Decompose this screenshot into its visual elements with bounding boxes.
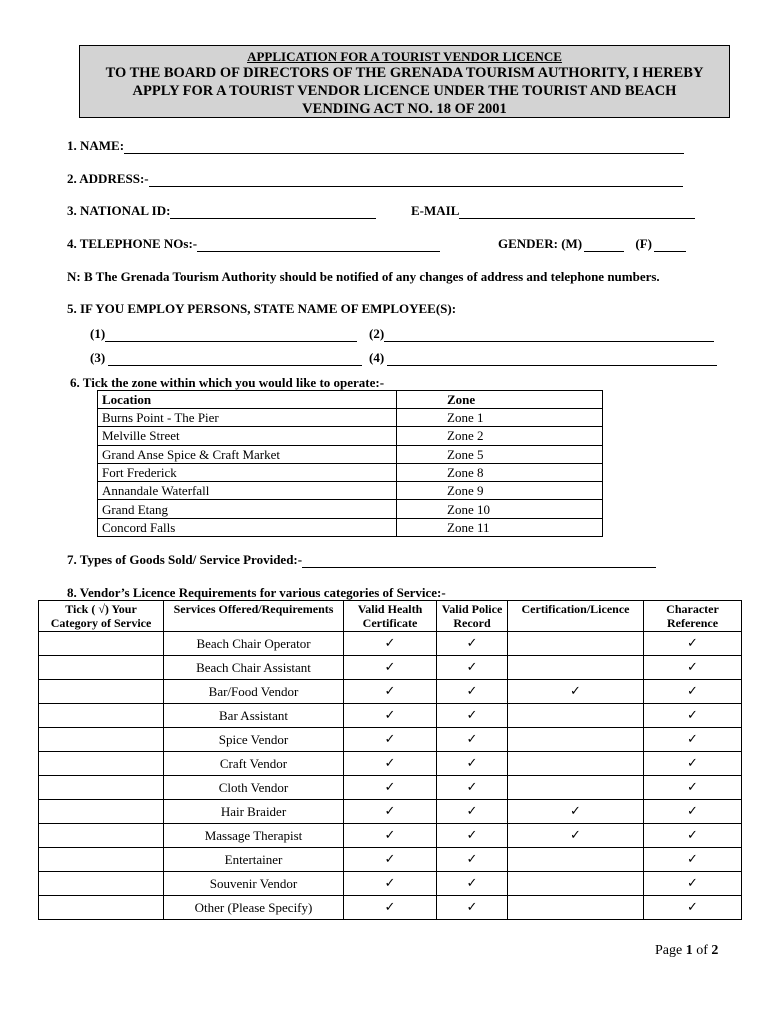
- zone-row[interactable]: [98, 500, 603, 518]
- req-health-cell: ✓: [344, 728, 437, 752]
- req-health-cell: ✓: [344, 776, 437, 800]
- gender-female-label: (F): [635, 236, 652, 251]
- employee-3-label: (3): [90, 350, 106, 365]
- zone-number: Zone 1: [397, 409, 603, 427]
- telephone-label: 4. TELEPHONE NOs:-: [67, 236, 198, 251]
- req-health-cell: ✓: [344, 680, 437, 704]
- employee-1-field[interactable]: [105, 329, 357, 342]
- notification-note: N: B The Grenada Tourism Authority should be notified of any changes of address and telephone numbers.: [67, 269, 660, 284]
- req-police-cell: ✓: [437, 800, 508, 824]
- requirements-row: [39, 656, 742, 680]
- req-police-cell: ✓: [437, 896, 508, 920]
- header-line-2: APPLY FOR A TOURIST VENDOR LICENCE UNDER THE TOURIST AND BEACH: [132, 83, 677, 99]
- req-reference-cell: ✓: [644, 800, 742, 824]
- req-reference-cell: ✓: [644, 704, 742, 728]
- req-health-cell: ✓: [344, 800, 437, 824]
- zone-row[interactable]: [98, 445, 603, 463]
- req-cert-cell: ✓: [508, 800, 644, 824]
- service-name: Other (Please Specify): [164, 896, 344, 920]
- gender-label: GENDER: (M): [498, 236, 583, 251]
- req-police-cell: ✓: [437, 848, 508, 872]
- goods-label: 7. Types of Goods Sold/ Service Provided:-: [67, 552, 303, 567]
- requirements-row: [39, 728, 742, 752]
- req-col-health: Valid Health Certificate: [344, 601, 437, 632]
- category-tick-cell[interactable]: [39, 728, 164, 752]
- header-line-3: VENDING ACT NO. 18 OF 2001: [302, 101, 507, 117]
- req-cert-cell: [508, 896, 644, 920]
- req-reference-cell: ✓: [644, 752, 742, 776]
- requirements-row: [39, 776, 742, 800]
- zone-number: Zone 9: [397, 482, 603, 500]
- zone-location: Melville Street: [98, 427, 397, 445]
- employee-2-field[interactable]: [384, 329, 714, 342]
- category-tick-cell[interactable]: [39, 704, 164, 728]
- req-reference-cell: ✓: [644, 728, 742, 752]
- req-col-police: Valid Police Record: [437, 601, 508, 632]
- employee-2-row: [369, 326, 714, 342]
- name-row: [67, 138, 684, 154]
- zone-location: Grand Etang: [98, 500, 397, 518]
- requirements-row: [39, 824, 742, 848]
- requirements-row: [39, 848, 742, 872]
- employee-4-row: [369, 350, 717, 366]
- zone-row[interactable]: [98, 482, 603, 500]
- zone-row[interactable]: [98, 427, 603, 445]
- national-id-row: [67, 203, 376, 219]
- service-name: Entertainer: [164, 848, 344, 872]
- gender-male-field[interactable]: [584, 239, 624, 252]
- service-name: Cloth Vendor: [164, 776, 344, 800]
- req-health-cell: ✓: [344, 704, 437, 728]
- category-tick-cell[interactable]: [39, 632, 164, 656]
- requirements-table: [38, 600, 742, 920]
- req-cert-cell: [508, 752, 644, 776]
- req-cert-cell: [508, 848, 644, 872]
- telephone-field[interactable]: [197, 239, 440, 252]
- employee-3-row: [90, 350, 362, 366]
- service-name: Spice Vendor: [164, 728, 344, 752]
- requirements-row: [39, 752, 742, 776]
- zone-location: Grand Anse Spice & Craft Market: [98, 445, 397, 463]
- req-health-cell: ✓: [344, 752, 437, 776]
- category-tick-cell[interactable]: [39, 848, 164, 872]
- req-cert-cell: [508, 728, 644, 752]
- service-name: Hair Braider: [164, 800, 344, 824]
- zone-row[interactable]: [98, 518, 603, 536]
- req-reference-cell: ✓: [644, 656, 742, 680]
- service-name: Souvenir Vendor: [164, 872, 344, 896]
- requirements-label: 8. Vendor’s Licence Requirements for various categories of Service:-: [67, 585, 446, 600]
- employee-1-row: [90, 326, 357, 342]
- requirements-row: [39, 800, 742, 824]
- page-number: [655, 943, 718, 959]
- req-reference-cell: ✓: [644, 896, 742, 920]
- zone-number: Zone 2: [397, 427, 603, 445]
- zone-location: Burns Point - The Pier: [98, 409, 397, 427]
- req-reference-cell: ✓: [644, 872, 742, 896]
- req-police-cell: ✓: [437, 632, 508, 656]
- zone-table-header: [98, 391, 603, 409]
- employee-4-field[interactable]: [387, 353, 717, 366]
- service-name: Bar Assistant: [164, 704, 344, 728]
- requirements-row: [39, 632, 742, 656]
- employee-2-label: (2): [369, 326, 385, 341]
- zone-col-location: Location: [98, 391, 397, 409]
- req-cert-cell: [508, 632, 644, 656]
- service-name: Bar/Food Vendor: [164, 680, 344, 704]
- req-health-cell: ✓: [344, 896, 437, 920]
- requirements-row: [39, 896, 742, 920]
- zone-row[interactable]: [98, 463, 603, 481]
- header-box: [79, 45, 730, 118]
- requirements-header: [39, 601, 742, 632]
- form-title: APPLICATION FOR A TOURIST VENDOR LICENCE: [247, 49, 562, 64]
- category-tick-cell[interactable]: [39, 872, 164, 896]
- national-id-field[interactable]: [170, 206, 376, 219]
- req-police-cell: ✓: [437, 704, 508, 728]
- employee-3-field[interactable]: [108, 353, 362, 366]
- header-line-1: TO THE BOARD OF DIRECTORS OF THE GRENADA TOURISM AUTHORITY, I HEREBY: [105, 65, 704, 81]
- req-cert-cell: [508, 656, 644, 680]
- page-word: Page: [655, 943, 683, 958]
- zone-row[interactable]: [98, 409, 603, 427]
- gender-row: [498, 236, 686, 252]
- req-col-cert: Certification/Licence: [508, 601, 644, 632]
- category-tick-cell[interactable]: [39, 824, 164, 848]
- req-police-cell: ✓: [437, 824, 508, 848]
- req-col-service: Services Offered/Requirements: [164, 601, 344, 632]
- zones-label: 6. Tick the zone within which you would like to operate:-: [70, 375, 385, 390]
- category-tick-cell[interactable]: [39, 752, 164, 776]
- address-row: [67, 171, 683, 187]
- page-current: 1: [685, 943, 693, 958]
- req-col-tick: Tick ( √) Your Category of Service: [39, 601, 164, 632]
- requirements-row: [39, 680, 742, 704]
- address-label: 2. ADDRESS:-: [67, 171, 149, 186]
- zone-location: Concord Falls: [98, 518, 397, 536]
- category-tick-cell[interactable]: [39, 776, 164, 800]
- page-total: 2: [711, 943, 719, 958]
- email-label: E-MAIL: [411, 203, 460, 218]
- employee-4-label: (4): [369, 350, 385, 365]
- req-cert-cell: [508, 776, 644, 800]
- telephone-row: [67, 236, 440, 252]
- zone-location: Fort Frederick: [98, 463, 397, 481]
- req-reference-cell: ✓: [644, 848, 742, 872]
- category-tick-cell[interactable]: [39, 896, 164, 920]
- req-health-cell: ✓: [344, 848, 437, 872]
- service-name: Beach Chair Assistant: [164, 656, 344, 680]
- national-id-label: 3. NATIONAL ID:: [67, 203, 171, 218]
- service-name: Beach Chair Operator: [164, 632, 344, 656]
- service-name: Craft Vendor: [164, 752, 344, 776]
- requirements-row: [39, 704, 742, 728]
- email-row: [411, 203, 695, 219]
- goods-row: [67, 552, 656, 568]
- employees-label: 5. IF YOU EMPLOY PERSONS, STATE NAME OF EMPLOYEE(S):: [67, 301, 457, 316]
- category-tick-cell[interactable]: [39, 656, 164, 680]
- req-police-cell: ✓: [437, 728, 508, 752]
- req-reference-cell: ✓: [644, 824, 742, 848]
- zone-number: Zone 8: [397, 463, 603, 481]
- req-reference-cell: ✓: [644, 680, 742, 704]
- req-cert-cell: [508, 704, 644, 728]
- employee-1-label: (1): [90, 326, 106, 341]
- email-field[interactable]: [459, 206, 695, 219]
- req-police-cell: ✓: [437, 872, 508, 896]
- req-reference-cell: ✓: [644, 776, 742, 800]
- req-health-cell: ✓: [344, 656, 437, 680]
- gender-female-field[interactable]: [654, 239, 686, 252]
- service-name: Massage Therapist: [164, 824, 344, 848]
- req-cert-cell: [508, 872, 644, 896]
- req-police-cell: ✓: [437, 752, 508, 776]
- requirements-body: [39, 632, 742, 920]
- goods-field[interactable]: [302, 555, 656, 568]
- req-health-cell: ✓: [344, 632, 437, 656]
- req-police-cell: ✓: [437, 656, 508, 680]
- req-cert-cell: ✓: [508, 824, 644, 848]
- page-of: of: [696, 943, 708, 958]
- req-reference-cell: ✓: [644, 632, 742, 656]
- address-field[interactable]: [149, 174, 683, 187]
- req-cert-cell: ✓: [508, 680, 644, 704]
- category-tick-cell[interactable]: [39, 680, 164, 704]
- name-field[interactable]: [124, 141, 684, 154]
- category-tick-cell[interactable]: [39, 800, 164, 824]
- zone-col-zone: Zone: [397, 391, 603, 409]
- req-police-cell: ✓: [437, 776, 508, 800]
- zone-number: Zone 5: [397, 445, 603, 463]
- zone-location: Annandale Waterfall: [98, 482, 397, 500]
- req-health-cell: ✓: [344, 872, 437, 896]
- name-label: 1. NAME:: [67, 138, 125, 153]
- req-col-reference: Character Reference: [644, 601, 742, 632]
- req-police-cell: ✓: [437, 680, 508, 704]
- req-health-cell: ✓: [344, 824, 437, 848]
- requirements-row: [39, 872, 742, 896]
- zone-table: [97, 390, 603, 537]
- zone-number: Zone 11: [397, 518, 603, 536]
- zone-number: Zone 10: [397, 500, 603, 518]
